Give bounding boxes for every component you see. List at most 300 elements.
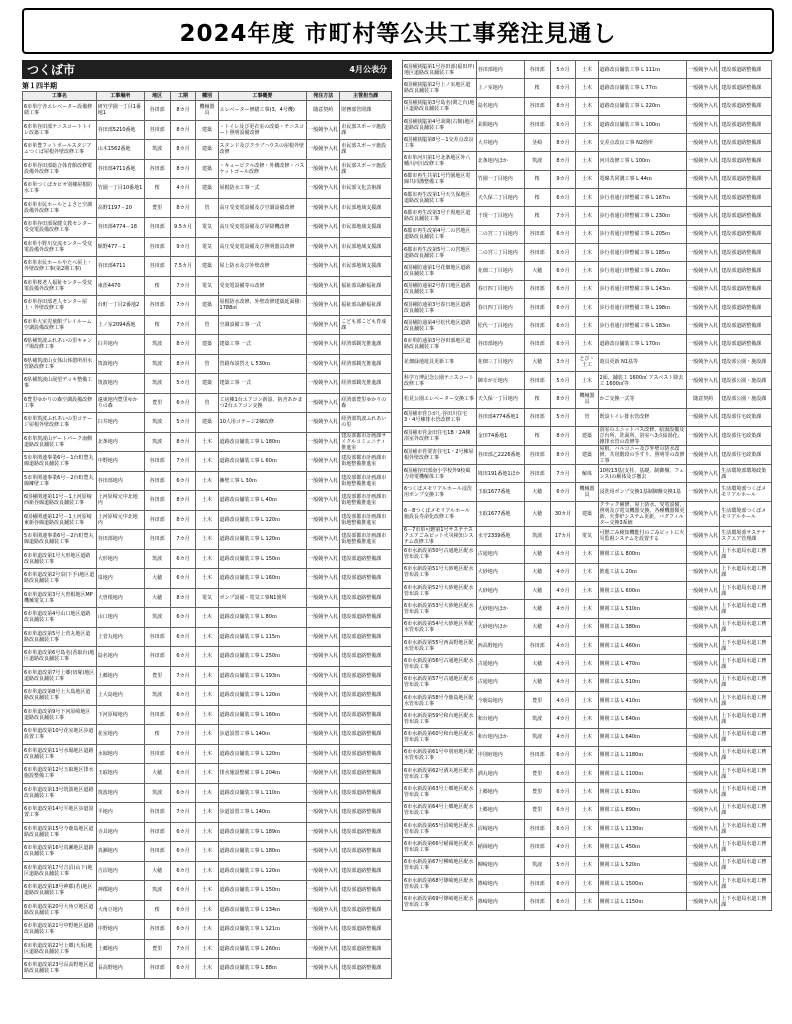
table-row [23, 432, 392, 452]
table-row [23, 510, 392, 530]
table-cell: 6カ月 [170, 627, 196, 647]
header-overview: 工事概要 [218, 92, 307, 101]
table-cell: 5カ月 [170, 413, 196, 433]
table-row [403, 600, 772, 618]
table-cell: 谷田部 [144, 627, 170, 647]
table-cell: 一般競争入札 [687, 189, 720, 207]
table-cell: 大穂 [524, 262, 550, 280]
table-cell: 6カ月 [170, 647, 196, 667]
table-cell: 土木 [196, 744, 218, 764]
table-cell: 道路改良舗装工事 L 121ｍ [218, 920, 307, 940]
table-cell: 一般競争入札 [687, 655, 720, 673]
table-cell: 谷田部 [144, 159, 170, 179]
table-cell: 筑波 [144, 608, 170, 628]
table-cell: 財務部管財課 [340, 101, 392, 121]
table-cell: 土木 [576, 243, 598, 261]
table-cell: 建設部公園・施設課 [720, 353, 772, 371]
table-cell: 建設部道路整備課 [720, 298, 772, 316]
table-cell: 一般競争入札 [687, 600, 720, 618]
table-cell: 一般競争入札 [687, 563, 720, 581]
table-cell: 一般競争入札 [307, 432, 340, 452]
table-cell: 開削工法 L 810ｍ [598, 783, 687, 801]
table-cell: 土木 [196, 510, 218, 530]
table-cell: 大穂 [144, 569, 170, 589]
table-cell: 桜 [524, 207, 550, 225]
table-cell: 一般競争入札 [687, 61, 720, 79]
table-cell: 電気 [196, 588, 218, 608]
table-cell: 一般競争入札 [687, 464, 720, 482]
table-cell: 土木 [196, 920, 218, 940]
table-cell: 和台地内 [476, 710, 524, 728]
table-row [403, 783, 772, 801]
table-cell: 一般競争入札 [307, 257, 340, 277]
table-cell: 建設部道路整備課 [720, 79, 772, 97]
table-cell: 谷田部 [144, 101, 170, 121]
table-cell: 建設部道路整備課 [340, 881, 392, 901]
table-row [403, 79, 772, 97]
table-cell: 7カ月 [550, 464, 576, 482]
table-row [23, 335, 392, 355]
header-method: 発注方法 [307, 92, 340, 101]
table-row [403, 819, 772, 837]
table-cell: 生活環境部つくばメモリアルホール [720, 483, 772, 501]
table-cell: 花畑二丁目地内 [476, 262, 524, 280]
table-cell: 一般競争入札 [307, 452, 340, 472]
table-cell: 6市単道改第13号筑波地区道路改良舗装工事 [23, 783, 97, 803]
table-cell: 管路布設替え L 530ｍ [218, 354, 307, 374]
table-cell: 上下水道局水道工務課 [720, 600, 772, 618]
table-cell: 6国補市営要害住宅1・2号棟屋根外壁改修工事 [403, 445, 477, 464]
table-cell: 9カ月 [170, 237, 196, 257]
table-cell: 土木 [576, 637, 598, 655]
table-cell: 道路改良舗装工事 L 150ｍ [218, 881, 307, 901]
table-cell: 建設部道路整備課 [340, 569, 392, 589]
table-cell: 経済部観光推進課 [340, 374, 392, 394]
table-cell: 6カ月 [170, 705, 196, 725]
table-cell: 一般競争入札 [687, 353, 720, 371]
table-cell: 桜 [524, 189, 550, 207]
table-cell: 6国補関連第11号－1上河原崎西新谷線道路改良舗装工事 [23, 491, 97, 511]
table-cell: 建設部道路整備課 [340, 686, 392, 706]
table-cell: 7カ月 [170, 530, 196, 550]
table-cell: 市民部地域支援課 [340, 237, 392, 257]
table-cell: 2面、舗装工 1600㎡ アスベスト除去工 1600㎡等 [598, 372, 687, 390]
table-row [23, 530, 392, 550]
table-cell: 谷田部 [144, 822, 170, 842]
table-cell: 4カ月 [550, 728, 576, 746]
table-cell: 一般競争入札 [307, 237, 340, 257]
table-cell: 随意契約 [307, 101, 340, 121]
table-cell: 高圧受変電設備及び空調設備改修 [218, 198, 307, 218]
table-cell: 土木 [196, 627, 218, 647]
table-row [403, 280, 772, 298]
table-cell: 筑波 [524, 710, 550, 728]
table-cell: 随意契約 [687, 390, 720, 408]
table-cell: 道路改良舗装工事 L 120ｍ [218, 744, 307, 764]
table-cell: 高野1197－20 [96, 198, 144, 218]
table-row [403, 526, 772, 545]
table-cell: 6国補狭隘第1号谷田部(福田坪)地区道路改良舗装工事 [403, 61, 477, 79]
table-cell: 一般競争入札 [307, 296, 340, 316]
table-cell: 筑波 [144, 374, 170, 394]
table-cell: 一般競争入札 [687, 801, 720, 819]
table-cell: 一般競争入札 [307, 374, 340, 394]
table-row [403, 464, 772, 482]
table-cell: 土木 [576, 801, 598, 819]
table-cell: 6県補筑波ふれあいの里キャンプ場改修工事 [23, 335, 97, 355]
table-cell: 6市水新設第69号篠崎地区配水管布設工事 [403, 893, 477, 911]
table-cell: 一般競争入札 [307, 939, 340, 959]
table-cell: 一般競争入札 [307, 393, 340, 413]
table-cell: 谷田部4774－18 [96, 218, 144, 238]
table-cell: 建設部住宅政策課 [720, 445, 772, 464]
table-cell: 6国補狭隘第3号島名(関之台)地区道路改良舗装工事 [403, 97, 477, 115]
table-cell: 6国補狭隘第2号上ノ室地区道路改良舗装工事 [403, 79, 477, 97]
table-cell: 6県補筑波山女体山休憩所用水管路改修工事 [23, 354, 97, 374]
table-cell: 開削工法 L 640ｍ [598, 728, 687, 746]
table-cell: 上下水道局水道工務課 [720, 673, 772, 691]
table-cell: 筑波 [524, 152, 550, 170]
table-cell: 一般競争入札 [687, 728, 720, 746]
table-cell: 古通地内 [476, 673, 524, 691]
table-cell: 6市水新設第55号西高野地区配水管布設工事 [403, 637, 477, 655]
table-cell: 生活環境部環境政策課 [720, 464, 772, 482]
table-cell: 土木 [576, 655, 598, 673]
table-cell: 開削工法 L 510ｍ [598, 673, 687, 691]
table-cell: 一般競争入札 [307, 686, 340, 706]
table-row [23, 569, 392, 589]
table-cell: 機械器具 [576, 483, 598, 501]
table-cell: 6カ月 [170, 900, 196, 920]
table-cell: 上下水道局水道工務課 [720, 819, 772, 837]
table-cell: 土木 [576, 207, 598, 225]
table-cell: 6－7市単可燃第1号サステナスクエアごみピット火災検知システム改修工事 [403, 526, 477, 545]
table-cell: 一般競争入札 [307, 588, 340, 608]
table-cell: 上下水道局水道工務課 [720, 563, 772, 581]
table-cell: 道路改良舗装工事 L 77ｍ [598, 79, 687, 97]
table-cell: 沼崎地内 [476, 819, 524, 837]
table-cell: 建築工事 一式 [218, 374, 307, 394]
table-cell: 上下水道局水道工務課 [720, 710, 772, 728]
table-cell: 上下水道局水道工務課 [720, 582, 772, 600]
table-cell: 谷田部地内 [476, 335, 524, 353]
table-cell: 桜 [524, 390, 550, 408]
table-cell: 6市単小野川交流センター受変電設備外改修工事 [23, 237, 97, 257]
table-cell: 谷田部 [524, 746, 550, 764]
table-cell: 稲岡地内 [476, 838, 524, 856]
table-cell: 5カ月 [550, 372, 576, 390]
table-cell: 一般競争入札 [307, 900, 340, 920]
table-cell: 土木 [196, 881, 218, 901]
table-cell: 建設部道路整備課 [720, 170, 772, 188]
table-cell: 一般競争入札 [687, 335, 720, 353]
table-cell: 道路改良舗装工事 L 260ｍ [218, 939, 307, 959]
table-row [23, 452, 392, 472]
table-cell: 開削工法 L 1180ｍ [598, 746, 687, 764]
table-cell: 一般競争入札 [307, 354, 340, 374]
table-row [23, 354, 392, 374]
table-cell: 筑波 [144, 413, 170, 433]
table-cell: 6カ月 [170, 764, 196, 784]
table-cell: 大井地内 [476, 134, 524, 152]
table-cell: 一般競争入札 [307, 413, 340, 433]
table-cell: 大砂地内ほか [476, 618, 524, 636]
table-row [23, 764, 392, 784]
table-cell: 建設部道路整備課 [720, 280, 772, 298]
table-cell: 一般競争入札 [687, 483, 720, 501]
table-cell: スタンド及びクラブハウスの屋根外壁改修 [218, 140, 307, 160]
table-cell: 今鹿島地内 [476, 691, 524, 709]
table-row [23, 140, 392, 160]
table-cell: 一般競争入札 [687, 618, 720, 636]
table-cell: 一般競争入札 [687, 298, 720, 316]
table-cell: 道路改良舗装工事 L 220ｍ [598, 97, 687, 115]
table-cell: 一般競争入札 [687, 838, 720, 856]
table-row [403, 501, 772, 526]
table-cell: 建設部都市計画課市街地整備推進室 [340, 491, 392, 511]
table-cell: 一般競争入札 [687, 691, 720, 709]
table-cell: 開削工法 L 640ｍ [598, 710, 687, 728]
table-cell: 建設部住宅政策課 [720, 426, 772, 445]
table-cell: 筑波地内 [96, 783, 144, 803]
table-cell: 歩道設置工事 L 140ｍ [218, 803, 307, 823]
table-cell: 一般競争入札 [687, 501, 720, 526]
table-row [403, 618, 772, 636]
table-cell: 大形地内 [96, 549, 144, 569]
table-cell: 6国補狭隘第4号苅間(古館)地区道路改良舗装工事 [403, 115, 477, 133]
table-cell: 春日四丁目地内 [476, 298, 524, 316]
table-cell: 6つくばメモリアルホール浸洗用ポンプ交換工事 [403, 483, 477, 501]
table-cell: 建設部道路整備課 [340, 959, 392, 979]
table-cell: 屋根防水改修、外壁改修建築延面積：1788㎡ [218, 296, 307, 316]
table-cell: 6県補筑波山展望デッキ整備工事 [23, 374, 97, 394]
table-cell: 4カ月 [550, 673, 576, 691]
table-cell: 6市水新設第56号古通地区配水管布設工事 [403, 655, 477, 673]
table-cell: 6カ月 [550, 819, 576, 837]
table-cell: 6カ月 [170, 842, 196, 862]
table-row [23, 959, 392, 979]
table-cell: 一般競争入札 [687, 526, 720, 545]
table-cell: 大穂 [144, 861, 170, 881]
table-cell: 17カ月 [550, 526, 576, 545]
table-cell: 建設部道路整備課 [340, 939, 392, 959]
table-cell: 一般競争入札 [307, 140, 340, 160]
table-row [23, 296, 392, 316]
table-cell: 6市水新設第68号篠崎地区配水管布設工事 [403, 874, 477, 892]
table-cell: 8カ月 [170, 335, 196, 355]
table-cell: 土木 [576, 298, 598, 316]
table-cell: 土木 [196, 725, 218, 745]
table-cell: 建築 [576, 426, 598, 445]
table-cell: 道路改良舗装工事 L 193ｍ [218, 666, 307, 686]
table-cell: 一般競争入札 [687, 582, 720, 600]
table-cell: 谷田部 [524, 637, 550, 655]
table-cell: 6カ月 [170, 686, 196, 706]
table-cell: 歩行者通行帯整備工事 L 230ｍ [598, 207, 687, 225]
table-cell: 6市単道改第7号上郷(切塚)地区道路改良舗装工事 [23, 666, 97, 686]
table-cell: 空調設備工事 一式 [218, 315, 307, 335]
table-cell: 上郷地内 [476, 801, 524, 819]
table-cell: 6カ月 [170, 549, 196, 569]
table-row [403, 426, 772, 445]
table-cell: 6市単谷田部老人センター屋上・外壁改修工事 [23, 296, 97, 316]
table-cell: 生活環境部つくばメモリアルホール [720, 501, 772, 526]
table-cell: とび・土工 [576, 353, 598, 371]
table-cell: 管 [196, 393, 218, 413]
table-cell: 6市単道改第22号上郷(大坂)地区道路改良舗装工事 [23, 939, 97, 959]
table-cell: 4カ月 [550, 838, 576, 856]
table-cell: 一般競争入札 [687, 372, 720, 390]
table-cell: 遊具更新 N1基等 [598, 353, 687, 371]
table-cell: 道路改良舗装工事 L 170ｍ [598, 335, 687, 353]
table-row [23, 393, 392, 413]
table-cell: 建築 [196, 179, 218, 199]
table-row [23, 179, 392, 199]
table-cell: 歩行者通行帯整備工事 L 183ｍ [598, 317, 687, 335]
table-cell: 島名地内 [96, 647, 144, 667]
table-cell: 一般競争入札 [307, 666, 340, 686]
table-row [403, 262, 772, 280]
table-row [403, 655, 772, 673]
table-cell: 土木 [196, 491, 218, 511]
table-cell: 8カ月 [550, 152, 576, 170]
table-cell: 酒丸地内 [476, 765, 524, 783]
table-cell: 大穂 [524, 483, 550, 501]
table-cell: 一般競争入札 [687, 115, 720, 133]
table-cell: 上下水道局水道工務課 [720, 874, 772, 892]
table-cell: 6市水新設第62号酒丸地区配水管布設工事 [403, 765, 477, 783]
table-cell: 筑波 [144, 549, 170, 569]
table-cell: 谷田部4711番地 [96, 159, 144, 179]
table-cell: 一般競争入札 [307, 783, 340, 803]
table-cell: 谷田部地内 [96, 530, 144, 550]
table-cell: 6カ月 [550, 765, 576, 783]
table-cell: 谷田部 [144, 510, 170, 530]
table-cell: 北条地内ほか [476, 152, 524, 170]
table-cell: 豊里 [144, 198, 170, 218]
table-cell: 土木 [196, 959, 218, 979]
table-cell: 6カ月 [550, 189, 576, 207]
table-cell: 上ノ室地内 [476, 79, 524, 97]
table-cell: 土木 [576, 317, 598, 335]
table-cell: 6市単道改第23号長高野地区道路改良舗装工事 [23, 959, 97, 979]
table-cell: 4カ月 [550, 582, 576, 600]
table-cell: 土木 [576, 170, 598, 188]
table-cell: 一般競争入札 [307, 491, 340, 511]
table-cell: 道路改良舗装工事 L 100ｍ [598, 115, 687, 133]
table-cell: 電気 [196, 218, 218, 238]
table-cell: 道路改良舗装工事 L 110ｍ [218, 783, 307, 803]
table-cell: 土木 [196, 842, 218, 862]
table-cell: 一般競争入札 [687, 225, 720, 243]
table-cell: 筑波 [144, 432, 170, 452]
table-cell: 6市水新設第60号和台地区配水管布設工事 [403, 728, 477, 746]
table-cell: 6市単道改第1号大形地区道路改良舗装工事 [23, 549, 97, 569]
table-cell: 浴室のユニットバス改修、給湯設備及び台所、洗面所、浴室へ3点給湯化、雑排水管の改修等 [598, 426, 687, 445]
table-cell: 6市単筑波山ゲートパーク南側道路改良舗装工事 [23, 432, 97, 452]
table-cell: 6カ月 [170, 959, 196, 979]
table-cell: 6カ月 [550, 783, 576, 801]
table-cell: 排水施設整備工事 L 204ｍ [218, 764, 307, 784]
table-cell: 9.5カ月 [170, 218, 196, 238]
table-cell: 土木 [576, 335, 598, 353]
table-cell: 建設部道路整備課 [340, 608, 392, 628]
table-cell: 一般競争入札 [307, 510, 340, 530]
table-row [23, 627, 392, 647]
table-cell: 6市単道改第17号吉沼(山下)地区道路改良舗装工事 [23, 861, 97, 881]
table-cell: 歩行者通行帯整備工事 L 260ｍ [598, 262, 687, 280]
table-cell: 一般競争入札 [307, 549, 340, 569]
table-cell: 6都市再生改第1号天久保地区道路改良舗装工事 [403, 189, 477, 207]
table-cell: 土木 [576, 189, 598, 207]
table-cell: 谷田部 [524, 819, 550, 837]
table-cell: 歩行者通行帯整備工事 L 167ｍ [598, 189, 687, 207]
table-row [403, 893, 772, 911]
table-cell: 谷田部 [144, 920, 170, 940]
table-cell: 6カ月 [550, 874, 576, 892]
table-cell: 桜 [524, 79, 550, 97]
table-cell: 土木 [576, 618, 598, 636]
table-cell: 6市単つくばカピオ別棟屋根防水工事 [23, 179, 97, 199]
table-row [23, 881, 392, 901]
table-row [23, 101, 392, 121]
table-row [403, 874, 772, 892]
table-cell: 10校13基(支柱、基礎、制御盤、フェンス)の解体及び撤去 [598, 464, 687, 482]
table-cell: 6市単市民ホールやたべ屋上・外壁改修工事(第2期工事) [23, 257, 97, 277]
table-cell: 建設部道路整備課 [340, 647, 392, 667]
table-cell: 松見公園エレベーター交換工事 [403, 390, 477, 408]
table-cell: 6市単道改第16号真瀬地区道路改良舗装工事 [23, 842, 97, 862]
table-cell: 桜 [144, 725, 170, 745]
table-cell: 大穂 [524, 673, 550, 691]
table-row [23, 588, 392, 608]
table-cell: 一般競争入札 [307, 608, 340, 628]
table-cell: 建築 [196, 257, 218, 277]
table-row [23, 920, 392, 940]
table-row [403, 207, 772, 225]
table-row [403, 317, 772, 335]
table-cell: 花畑緑地遊具更新工事 [403, 353, 477, 371]
table-cell: 6市単庁舎エレベーター設備修繕工事 [23, 101, 97, 121]
table-cell: 土木 [576, 893, 598, 911]
table-row [23, 647, 392, 667]
table-cell: 6市単谷田部総合体育館改修電設備外改修工事 [23, 159, 97, 179]
table-cell: 土木 [576, 262, 598, 280]
table-cell: 竹園一丁目地内 [476, 170, 524, 188]
table-row [403, 582, 772, 600]
table-cell: 谷田部5210番地 [96, 120, 144, 140]
table-cell: 一般競争入札 [307, 861, 340, 881]
table-cell: 谷田部 [144, 471, 170, 491]
table-cell: 6カ月 [170, 920, 196, 940]
table-cell: 建設部都市計画課サイクルコミュニティ推進室 [340, 432, 392, 452]
table-cell: 建設部都市計画課市街地整備推進室 [340, 452, 392, 472]
table-cell: 大曽根地内 [96, 588, 144, 608]
table-row [403, 710, 772, 728]
table-cell: 一般競争入札 [307, 315, 340, 335]
table-cell: 工房棟1台エアコン新設、宿舎あかまつ2台エアコン交換 [218, 393, 307, 413]
table-cell: 金田74番地1 [476, 426, 524, 445]
table-cell: 高圧受変電設備及び昇降機改修 [218, 218, 307, 238]
table-cell: 5カ月 [550, 856, 576, 874]
table-row [403, 298, 772, 316]
table-cell: 8カ月 [170, 159, 196, 179]
table-row [403, 801, 772, 819]
table-cell: 一般競争入札 [687, 893, 720, 911]
table-cell: 建築工事 一式 [218, 335, 307, 355]
table-cell: 谷田部 [524, 115, 550, 133]
table-cell: 6市単道改第14号平地区歩道設置工事 [23, 803, 97, 823]
